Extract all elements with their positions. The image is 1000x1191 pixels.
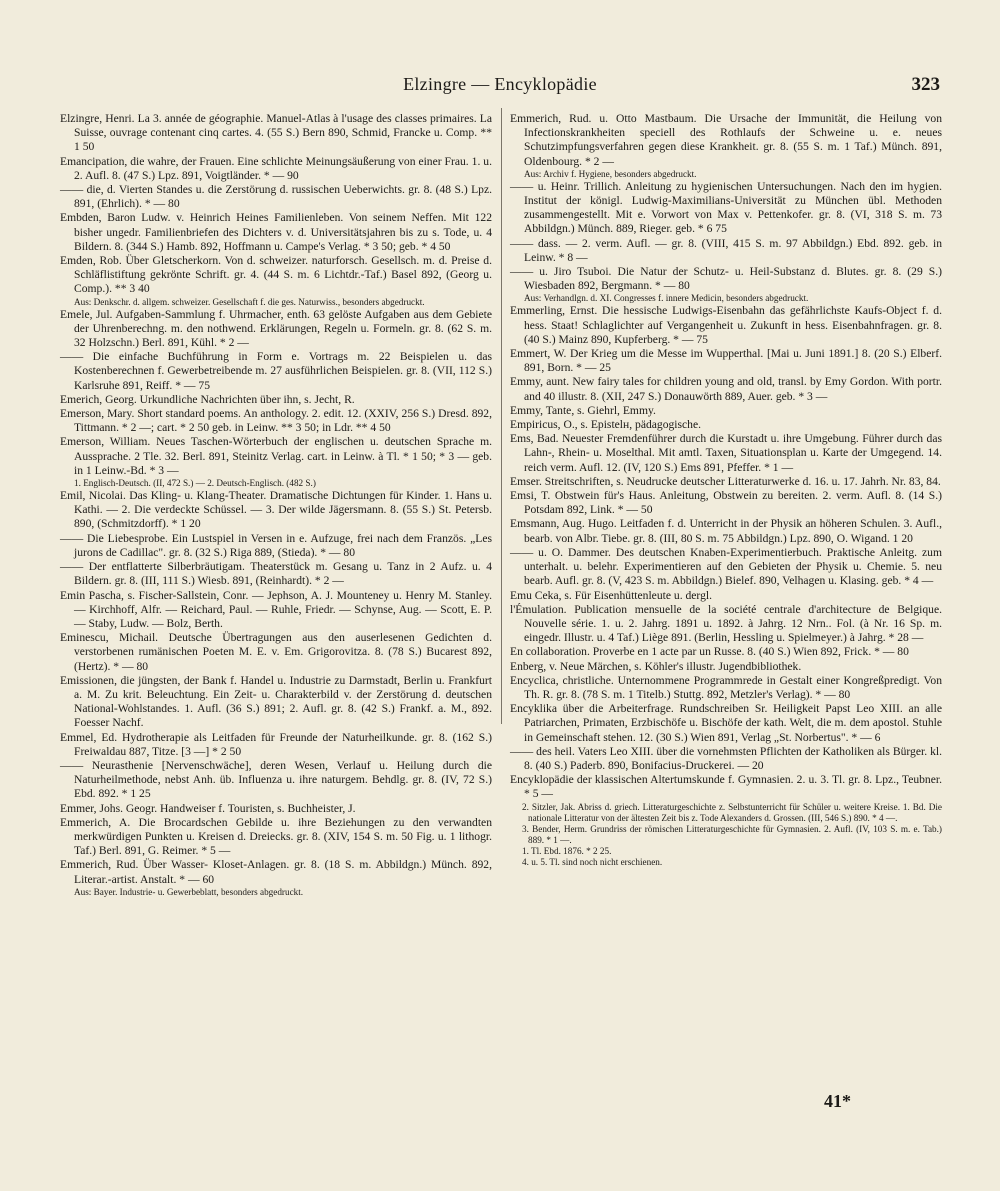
bibliography-entry: Empiricus, O., s. Epistelн, pädagogische. xyxy=(510,418,702,432)
bibliography-entry: l'Émulation. Publication mensuelle de la société centrale d'architecture de Belgique. Nouvelle série. 1. u. 2. Jahrg. 1891 u. 1892. à Jahrg. 12 Nrn.. Fol. (à Nr. 16 Sp. m. eingedr. Illustr. u. 4 Taf.) Liège 891. (Berlin, Hessling u. Spielmeyer.) à Jahrg. * 28 — xyxy=(510,602,942,645)
bibliography-entry: Eminescu, Michail. Deutsche Übertragungen aus den auserlesenen Gedichten d. verstorbenen rumänischen Poeten M. E. v. Em. Grigorovitza. 8. (78 S.) Bucarest 892, (Hertz). * — 80 xyxy=(60,631,492,673)
bibliography-entry: —— Die einfache Buchführung in Form e. Vortrags m. 22 Beispielen u. das Kostenberechnen f. Gewerbetreibende m. 27 ausführlichen Beispielen. gr. 8. (VII, 112 S.) Karlsruhe 891, Reiff. * — 75 xyxy=(60,350,492,392)
bibliography-entry: Encyklika über die Arbeiterfrage. Rundschreiben Sr. Heiligkeit Papst Leo XIII. an alle Patriarchen, Primaten, Erzbischöfe u. Bischöfe der kath. Welt, die m. dem apostol. Stuhle in Gemeinschaft stehen. 12. (30 S.) Wien 891, Verlag „St. Norbertus". * — 6 xyxy=(510,702,942,744)
entry-subitem: 3. Bender, Herm. Grundriss der römischen Litteraturgeschichte für Gymnasien. 2. Aufl. (IV, 103 S. m. e. Tab.) 889. * 1 —. xyxy=(522,823,942,845)
bibliography-entry: Emu Ceka, s. Für Eisenhüttenleute u. dergl. xyxy=(510,588,712,602)
bibliography-entry: —— Die Liebesprobe. Ein Lustspiel in Versen in e. Aufzuge, frei nach dem Französ. „Les jurons de Cadillac". gr. 8. (32 S.) Riga 889, (Stieda). * — 80 xyxy=(60,531,492,559)
bibliography-entry: En collaboration. Proverbe en 1 acte par un Russe. 8. (40 S.) Wien 892, Frick. * — 80 xyxy=(510,645,909,659)
column-divider xyxy=(501,108,502,724)
right-column xyxy=(510,112,942,868)
bibliography-entry: Emancipation, die wahre, der Frauen. Eine schlichte Meinungsäußerung von einer Frau. 1. u. 2. Aufl. 8. (47 S.) Lpz. 891, Voigtländer. * — 90 xyxy=(60,154,492,182)
entry-note: Aus: Verhandlgn. d. XI. Congresses f. innere Medicin, besonders abgedruckt. xyxy=(524,293,809,304)
entry-subitem: 2. Sitzler, Jak. Abriss d. griech. Litteraturgeschichte z. Selbstunterricht für Schüler u. weitere Kreise. 1. Bd. Die nationale Litteratur von der ältesten Zeit bis z. Tode Alexanders d. Grossen. (III, 546 S.) 890. * 4 —. xyxy=(522,801,942,823)
bibliography-entry: —— u. Heinr. Trillich. Anleitung zu hygienischen Untersuchungen. Nach den im hygien. Institut der königl. Ludwig-Maximilians-Universität zu München übl. Methoden zusammengestellt. Mit e. Vorwort von Max v. Pettenkofer. gr. 8. (VI, 318 S. m. 73 Abbildgn.) Münch. 889, Rieger. geb. * 6 75 xyxy=(510,179,942,236)
bibliography-entry: Emin Pascha, s. Fischer-Sallstein, Conr. — Jephson, A. J. Mounteney u. Henry M. Stanley. — Kirchhoff, Alfr. — Reichard, Paul. — Ruhle, Friedr. — Schynse, Aug. — Scott, E. P. — Staby, Ludw. — Bolz, Berth. xyxy=(60,588,492,630)
page-number: 323 xyxy=(911,74,940,95)
bibliography-entry: Emsmann, Aug. Hugo. Leitfaden f. d. Unterricht in der Physik an höheren Schulen. 3. Aufl., bearb. von Albr. Tiebe. gr. 8. (III, 80 S. m. 75 Abbildgn.) Lpz. 890, O. Wigand. 1 20 xyxy=(510,517,942,545)
signature-mark: 41* xyxy=(824,1091,851,1111)
bibliography-entry: —— dass. — 2. verm. Aufl. — gr. 8. (VIII, 415 S. m. 97 Abbildgn.) Ebd. 892. geb. in Leinw. * 8 — xyxy=(510,236,942,264)
bibliography-entry: Elzingre, Henri. La 3. année de géographie. Manuel-Atlas à l'usage des classes primaires. La Suisse, ouvrage contenant cinq cartes. 4. (55 S.) Bern 890, Schmid, Francke u. Comp. ** 1 50 xyxy=(60,112,492,154)
bibliography-entry: Encyclica, christliche. Unternommene Programmrede in Gestalt einer Kongreßpredigt. Von Th. R. gr. 8. (78 S. m. 1 Titelb.) Stuttg. 892, Metzler's Verlag). * — 80 xyxy=(510,673,942,701)
bibliography-entry: Emissionen, die jüngsten, der Bank f. Handel u. Industrie zu Darmstadt, Berlin u. Frankfurt a. M. Zu krit. Beleuchtung. Ein Zeit- u. Charakterbild v. der Zerstörung d. deutschen National-Wohlstandes. 1. Aufl. (36 S.) 891; 2. Aufl. gr. 8. (42 S.) Frankf. a. M., 892. Foesser Nachf. xyxy=(60,673,492,730)
bibliography-entry: —— Neurasthenie [Nervenschwäche], deren Wesen, Verlauf u. Heilung durch die Naturheilmethode, nebst Anh. üb. Influenza u. ihre naturgem. Behdlg. gr. 8. (IV, 72 S.) Ebd. 892. * 1 25 xyxy=(60,758,492,801)
bibliography-entry: Emden, Rob. Über Gletscherkorn. Von d. schweizer. naturforsch. Gesellsch. m. d. Preise d. Schläflistiftung gekrönte Schrift. gr. 4. (44 S. m. 6 Lichtdr.-Taf.) Basel 892, (Georg u. Comp.). ** 3 40 xyxy=(60,254,492,296)
bibliography-entry: Embden, Baron Ludw. v. Heinrich Heines Familienleben. Von seinem Neffen. Mit 122 bisher ungedr. Familienbriefen des Dichters v. d. Universitätsjahren bis zu s. Tode, u. 4 Bildern. 8. (344 S.) Hamb. 892, Hoffmann u. Campe's Verlag. * 3 50; geb. * 4 50 xyxy=(60,211,492,253)
bibliography-entry: Emerson, William. Neues Taschen-Wörterbuch der englischen u. deutschen Sprache m. Aussprache. 2 Tle. 32. Berl. 891, Steinitz Verlag. cart. in Leinw. à Tl. * 1 50; * 3 — geb. in 1 Leinw.-Bd. * 3 — xyxy=(60,435,492,477)
bibliography-entry: Ems, Bad. Neuester Fremdenführer durch die Kurstadt u. ihre Umgebung. Führer durch das Lahn-, Rhein- u. Moselthal. Mit amtl. Taxen, Situationsplan u. Karte der Umgegend. 14. reich verm. Aufl. 12. (IV, 120 S.) Ems 891, Pfeffer. * 1 — xyxy=(510,432,942,474)
bibliography-entry: Emmy, Tante, s. Giehrl, Emmy. xyxy=(510,403,656,417)
bibliography-entry: Enberg, v. Neue Märchen, s. Köhler's illustr. Jugendbibliothek. xyxy=(510,659,802,673)
bibliography-entry: —— Der entflatterte Silberbräutigam. Theaterstück m. Gesang u. Tanz in 2 Aufz. u. 4 Bildern. gr. 8. (III, 111 S.) Wiesb. 891, (Reinhardt). * 2 — xyxy=(60,560,492,588)
bibliography-entry: Emmert, W. Der Krieg um die Messe im Wupperthal. [Mai u. Juni 1891.] 8. (20 S.) Elberf. 891, Born. * — 25 xyxy=(510,347,942,375)
bibliography-entry: Emele, Jul. Aufgaben-Sammlung f. Uhrmacher, enth. 63 gelöste Aufgaben aus dem Gebiete der Uhrenberechng. m. den nothwend. Erklärungen, Regeln u. Formeln. gr. 8. (62 S. m. 32 Holzschn.) Berl. 891, Kühl. * 2 — xyxy=(60,307,492,350)
page-header xyxy=(60,74,940,96)
entry-note: 1. Englisch-Deutsch. (II, 472 S.) — 2. Deutsch-Englisch. (482 S.) xyxy=(74,478,316,489)
bibliography-entry: Encyklopädie der klassischen Altertumskunde f. Gymnasien. 2. u. 3. Tl. gr. 8. Lpz., Teubner. * 5 — xyxy=(510,773,942,801)
bibliography-entry: —— des heil. Vaters Leo XIII. über die vornehmsten Pflichten der Katholiken als Bürger. kl. 8. (40 S.) Paderb. 890, Bonifacius-Druckerei. — 20 xyxy=(510,744,942,772)
bibliography-entry: Emmer, Johs. Geogr. Handweiser f. Touristen, s. Buchheister, J. xyxy=(60,801,356,815)
running-title: Elzingre — Encyklopädie xyxy=(403,74,597,94)
bibliography-entry: Emmy, aunt. New fairy tales for children young and old, transl. by Emy Gordon. With portr. and 40 illustr. 8. (XII, 247 S.) Donauwörth 889, Auer. geb. * 3 — xyxy=(510,375,942,403)
bibliography-entry: Emmel, Ed. Hydrotherapie als Leitfaden für Freunde der Naturheilkunde. gr. 8. (162 S.) Freiwaldau 887, Titze. [3 —] * 2 50 xyxy=(60,730,492,758)
bibliography-entry: —— die, d. Vierten Standes u. die Zerstörung d. russischen Ueberwichts. gr. 8. (48 S.) Lpz. 891, (Ehrlich). * — 80 xyxy=(60,183,492,211)
entry-subitem: 4. u. 5. Tl. sind noch nicht erschienen. xyxy=(522,856,663,867)
entry-note: Aus: Bayer. Industrie- u. Gewerbeblatt, besonders abgedruckt. xyxy=(74,886,304,897)
bibliography-entry: —— u. O. Dammer. Des deutschen Knaben-Experimentierbuch. Praktische Anleitg. zum unterhalt. u. belehr. Experimentieren auf den Gebieten der Physik u. Chemie. 5. neu bearb. Aufl. gr. 8. (V, 423 S. m. Abbildgn.) Bielef. 890, Velhagen u. Klasing. geb. * 4 — xyxy=(510,545,942,588)
entry-note: Aus: Denkschr. d. allgem. schweizer. Gesellschaft f. die ges. Naturwiss., besonders abgedruckt. xyxy=(74,296,425,307)
bibliography-entry: Emsi, T. Obstwein für's Haus. Anleitung, Obstwein zu bereiten. 2. verm. Aufl. 8. (14 S.) Potsdam 892, Link. * — 50 xyxy=(510,489,942,517)
left-column xyxy=(60,112,492,898)
bibliography-entry: Emerich, Georg. Urkundliche Nachrichten über ihn, s. Jecht, R. xyxy=(60,392,355,406)
bibliography-entry: Emil, Nicolai. Das Kling- u. Klang-Theater. Dramatische Dichtungen für Kinder. 1. Hans u. Kathi. — 2. Die verdeckte Schüssel. — 3. Der wilde Jägersmann. 8. (55 S.) St. Petersb. 890, (Schmitzdorff). * 1 20 xyxy=(60,489,492,531)
entry-subitem: 1. Tl. Ebd. 1876. * 2 25. xyxy=(522,845,612,856)
bibliography-entry: —— u. Jiro Tsuboi. Die Natur der Schutz- u. Heil-Substanz d. Blutes. gr. 8. (29 S.) Wiesbaden 892, Bergmann. * — 80 xyxy=(510,265,942,293)
bibliography-entry: Emmerich, Rud. Über Wasser- Kloset-Anlagen. gr. 8. (18 S. m. Abbildgn.) Münch. 892, Literar.-artist. Anstalt. * — 60 xyxy=(60,858,492,886)
bibliography-entry: Emser. Streitschriften, s. Neudrucke deutscher Litteraturwerke d. 16. u. 17. Jahrh. Nr. 83, 84. xyxy=(510,474,941,488)
bibliography-entry: Emerson, Mary. Short standard poems. An anthology. 2. edit. 12. (XXIV, 256 S.) Dresd. 892, Tittmann. * 2 —; cart. * 2 50 geb. in Leinw. ** 3 50; in Ldr. ** 4 50 xyxy=(60,407,492,435)
bibliography-entry: Emmerich, Rud. u. Otto Mastbaum. Die Ursache der Immunität, die Heilung von Infectionskrankheiten speciell des Rothlaufs der Schweine u. e. neues Schutzimpfungsverfahren gegen diese Krankheit. gr. 8. (55 S. m. 1 Taf.) Münch. 891, Oldenbourg. * 2 — xyxy=(510,112,942,168)
bibliography-entry: Emmerling, Ernst. Die hessische Ludwigs-Eisenbahn das gefährlichste Kaufs-Object f. d. hess. Staat! Schlaglichter auf Vergangenheit u. Zukunft in hess. Eisenbahnfragen. gr. 8. (40 S.) Mainz 890, Kupferberg. * — 75 xyxy=(510,304,942,346)
bibliography-entry: Emmerich, A. Die Brocardschen Gebilde u. ihre Beziehungen zu den verwandten merkwürdigen Punkten u. Kreisen d. Dreiecks. gr. 8. (XIV, 154 S. m. 50 Fig. u. 1 lithogr. Taf.) Berl. 891, G. Reimer. * 5 — xyxy=(60,815,492,858)
entry-note: Aus: Archiv f. Hygiene, besonders abgedruckt. xyxy=(524,168,697,179)
